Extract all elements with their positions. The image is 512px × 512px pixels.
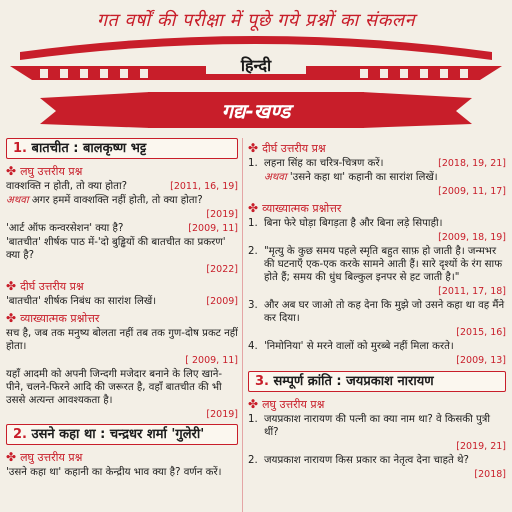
question: 2. "मृत्यु के कुछ समय पहले स्मृति बहुत साफ़ हो जाती है। जन्मभर की घटनाएँ एक-एक करके सामने आती हैं। सारे दृश्यों के रंग साफ होते हैं; समय की धुंध बिल्कुल इनपर से हट जाती है।" — [248, 246, 503, 283]
question: 'उसने कहा था' कहानी का केन्द्रीय भाव क्या है? वर्णन करें। — [6, 467, 222, 478]
section-title: गद्य-खण्ड — [221, 98, 291, 123]
bullet-icon: ✤ — [248, 141, 259, 155]
question: यहाँ आदमी को अपनी जिन्दगी मजेदार बनाने के लिए खाने-पीने, चलने-फिरने आदि की जरूरत है, वहाँ बातचीत की भी उससे अत्यन्त आवश्यकता है। — [6, 369, 223, 406]
subject-label: हिन्दी — [240, 56, 272, 75]
question: 'बातचीत' शीर्षक निबंध का सारांश लिखें। [2009] — [6, 296, 238, 307]
chapter-heading-2: 2. उसने कहा था : चन्द्रधर शर्मा 'गुलेरी' — [6, 424, 238, 445]
chapter-heading-1: 1. बातचीत : बालकृष्ण भट्ट — [6, 138, 238, 159]
bullet-icon: ✤ — [6, 450, 17, 464]
question-type-heading: ✤ लघु उत्तरीय प्रश्न — [248, 397, 325, 411]
question: सच है, जब तक मनुष्य बोलता नहीं तब तक गुण-दोष प्रकट नहीं होता। — [6, 328, 238, 352]
left-column — [6, 138, 238, 480]
year-tag: [2015, 16] — [456, 327, 506, 338]
question-type-heading: ✤ व्याख्यात्मक प्रश्नोत्तर — [6, 311, 100, 325]
bullet-icon: ✤ — [6, 279, 17, 293]
question: 1. जयप्रकाश नारायण की पत्नी का क्या नाम था? वे किसकी पुत्री थीं? — [248, 414, 491, 438]
question: 'बातचीत' शीर्षक पाठ में-'दो बुड्ढियों की बातचीत का प्रकरण' क्या है? — [6, 237, 226, 261]
question: अथवा अगर हममें वाक्शक्ति नहीं होती, तो क्या होता? — [6, 195, 203, 206]
year-tag: [2011, 17, 18] — [438, 286, 506, 297]
question-type-heading: ✤ दीर्घ उत्तरीय प्रश्न — [6, 279, 84, 293]
year-tag: [2019] — [206, 409, 238, 420]
year-tag: [ 2009, 11] — [185, 355, 238, 366]
question: 'आर्ट ऑफ कन्वरसेशन' क्या है? [2009, 11] — [6, 223, 238, 234]
year-tag: [2022] — [206, 264, 238, 275]
bullet-icon: ✤ — [6, 164, 17, 178]
year-tag: [2009, 18, 19] — [438, 232, 506, 243]
question-type-heading: ✤ लघु उत्तरीय प्रश्न — [6, 164, 83, 178]
bullet-icon: ✤ — [248, 201, 259, 215]
question-type-heading: ✤ दीर्घ उत्तरीय प्रश्न — [248, 141, 326, 155]
question: 1. बिना फेरे घोड़ा बिगड़ता है और बिना लड़े सिपाही। — [248, 218, 443, 229]
bullet-icon: ✤ — [248, 397, 259, 411]
year-tag: [2019, 21] — [456, 441, 506, 452]
column-divider — [242, 138, 243, 512]
question-type-heading: ✤ व्याख्यात्मक प्रश्नोत्तर — [248, 201, 342, 215]
year-tag: [2009, 11, 17] — [438, 186, 506, 197]
chapter-heading-3: 3. सम्पूर्ण क्रांति : जयप्रकाश नारायण — [248, 371, 506, 392]
year-tag: [2019] — [206, 209, 238, 220]
bullet-icon: ✤ — [6, 311, 17, 325]
year-tag: [2018] — [474, 469, 506, 480]
question: 4. 'निमोनिया' से मरने वालों को मुरब्बे नहीं मिला करते। — [248, 341, 454, 352]
year-tag: [2009, 13] — [456, 355, 506, 366]
question: 3. और अब घर जाओ तो कह देना कि मुझे जो उसने कहा था वह मैंने कर दिया। — [248, 300, 505, 324]
question: वाक्शक्ति न होती, तो क्या होता? [2011, 16, 19] — [6, 181, 238, 192]
page-title: गत वर्षों की परीक्षा में पूछे गये प्रश्नों का संकलन — [96, 10, 416, 31]
right-column — [248, 138, 506, 481]
question: 1. लहना सिंह का चरित्र-चित्रण करें। [2018, 19, 21] — [248, 158, 506, 169]
question-type-heading: ✤ लघु उत्तरीय प्रश्न — [6, 450, 83, 464]
question: 2. जयप्रकाश नारायण किस प्रकार का नेतृत्व देना चाहते थे? — [248, 455, 469, 466]
question: अथवा 'उसने कहा था' कहानी का सारांश लिखें। — [264, 172, 438, 183]
